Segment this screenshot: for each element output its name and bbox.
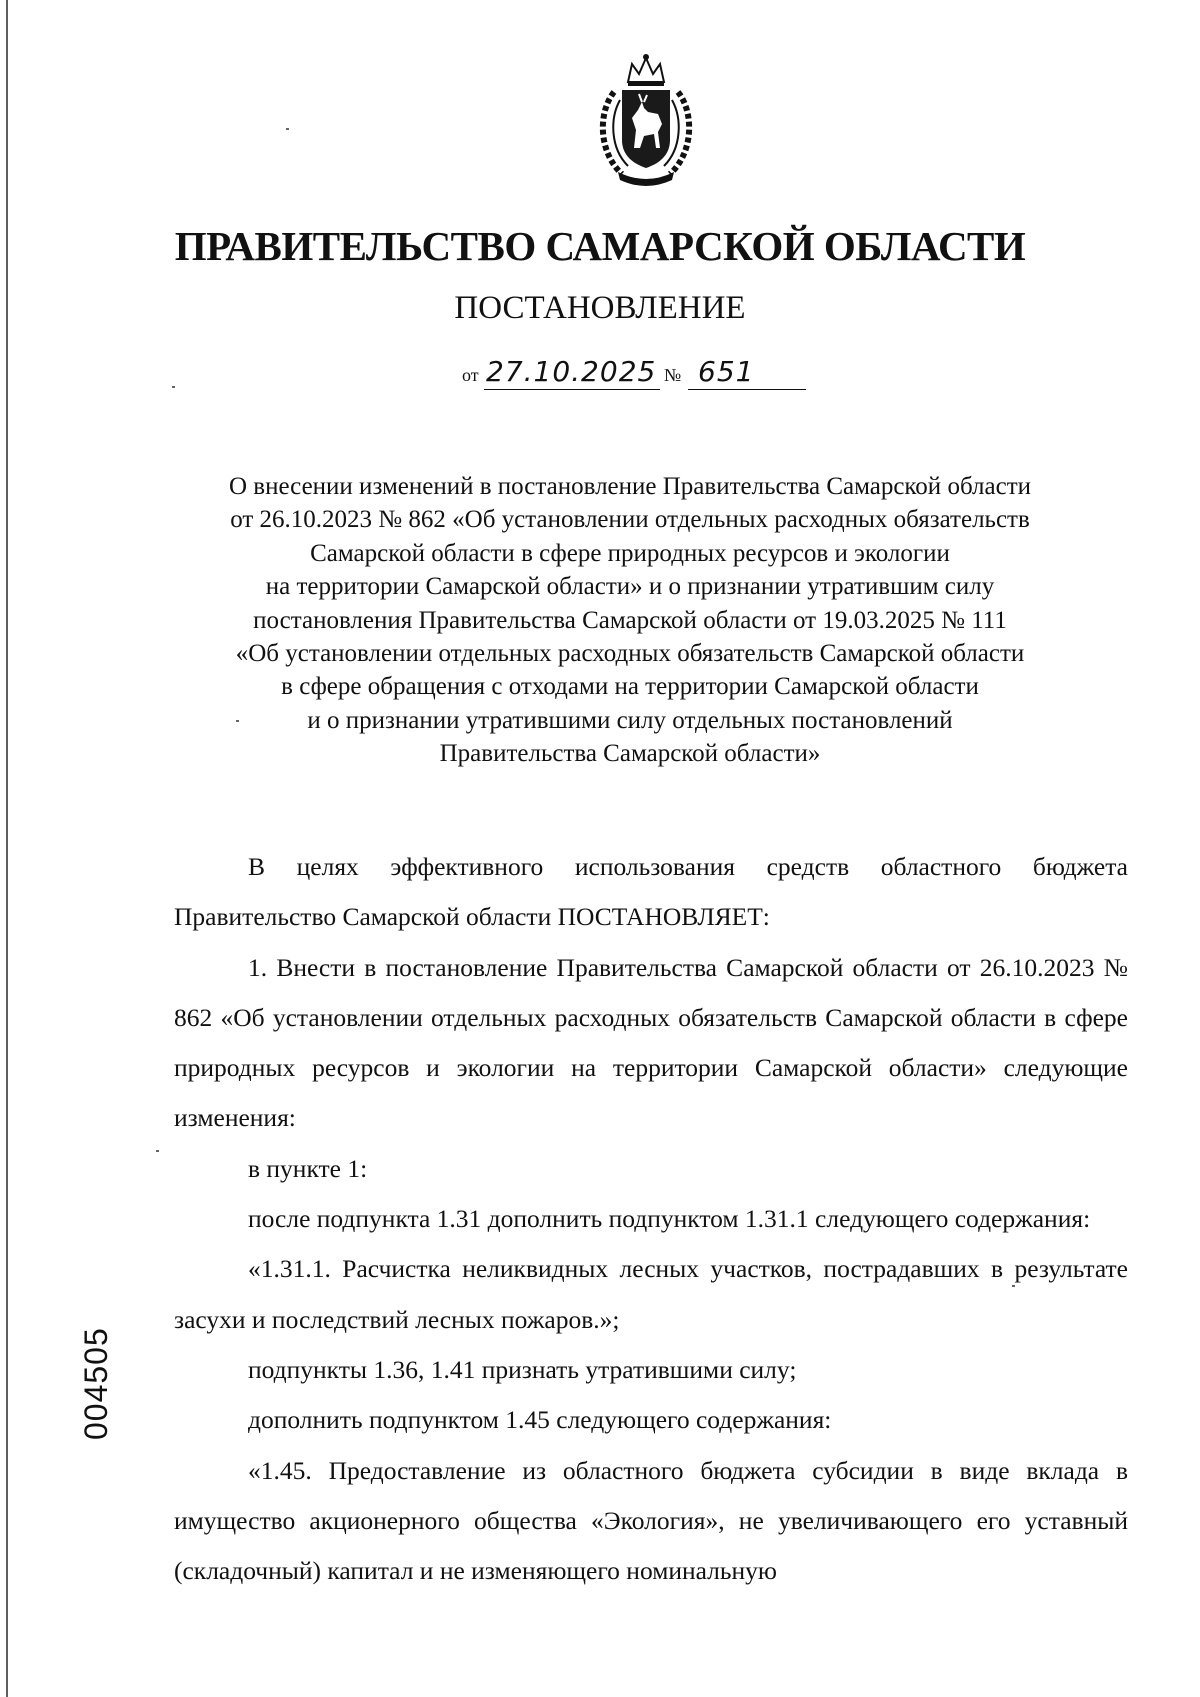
- subject-line: О внесении изменений в постановление Правительства Самарской области: [228, 473, 1032, 500]
- scan-speck: [286, 128, 289, 130]
- document-subject: [150, 470, 1110, 771]
- handwritten-number: 651: [698, 355, 755, 388]
- date-underline: [484, 389, 660, 390]
- add-1-45-paragraph: дополнить подпунктом 1.45 следующего содержания:: [248, 1405, 832, 1435]
- subject-line: «Об установлении отдельных расходных обязательств Самарской области: [235, 640, 1025, 668]
- subject-line: от 26.10.2023 № 862 «Об установлении отдельных расходных обязательств: [230, 506, 1030, 534]
- scan-speck: [156, 1150, 159, 1152]
- date-prefix: от: [462, 365, 479, 385]
- subject-line: в сфере обращения с отходами на территории Самарской области: [281, 673, 979, 701]
- repeal-paragraph: подпункты 1.36, 1.41 признать утратившими силу;: [248, 1354, 797, 1384]
- clause-1-paragraph: 1. Внести в постановление Правительства Самарской области от 26.10.2023 № 862 «Об установлении отдельных расходных обязательств Самарской области в сфере природных ресурсов и экологии на территории Самарской области» следующие изменения:: [174, 952, 1128, 1133]
- document-body: [174, 842, 1128, 1596]
- document-type: ПОСТАНОВЛЕНИЕ: [454, 290, 746, 326]
- subject-line: постановления Правительства Самарской области от 19.03.2025 № 111: [253, 606, 1007, 634]
- subject-line: на территории Самарской области» и о признании утратившим силу: [265, 573, 995, 601]
- registration-stamp-number: 004505: [78, 1327, 114, 1440]
- date-number-line: [462, 352, 862, 392]
- quote-1-31-1-paragraph: «1.31.1. Расчистка неликвидных лесных участков, пострадавших в результате засухи и последствий лесных пожаров.»;: [174, 1254, 1128, 1334]
- samara-coat-of-arms-icon: [592, 52, 700, 188]
- number-underline: [688, 389, 806, 390]
- handwritten-date: 27.10.2025: [486, 355, 657, 388]
- subject-line: Правительства Самарской области»: [439, 740, 821, 768]
- quote-1-45-paragraph: «1.45. Предоставление из областного бюджета субсидии в виде вклада в имущество акционерного общества «Экология», не увеличивающего его уставный (складочный) капитал и не изменяющего номинальную: [174, 1455, 1128, 1586]
- number-prefix: №: [664, 365, 682, 385]
- subject-line: Самарской области в сфере природных ресурсов и экологии: [310, 539, 950, 567]
- subject-line: и о признании утратившими силу отдельных постановлений: [307, 706, 953, 734]
- scan-speck: [172, 386, 175, 388]
- preamble-paragraph: В целях эффективного использования средств областного бюджета Правительство Самарской области ПОСТАНОВЛЯЕТ:: [174, 852, 1128, 932]
- item-1-paragraph: в пункте 1:: [248, 1153, 368, 1183]
- government-title: ПРАВИТЕЛЬСТВО САМАРСКОЙ ОБЛАСТИ: [174, 223, 1026, 269]
- amendment-paragraph: после подпункта 1.31 дополнить подпунктом 1.31.1 следующего содержания:: [248, 1204, 1091, 1234]
